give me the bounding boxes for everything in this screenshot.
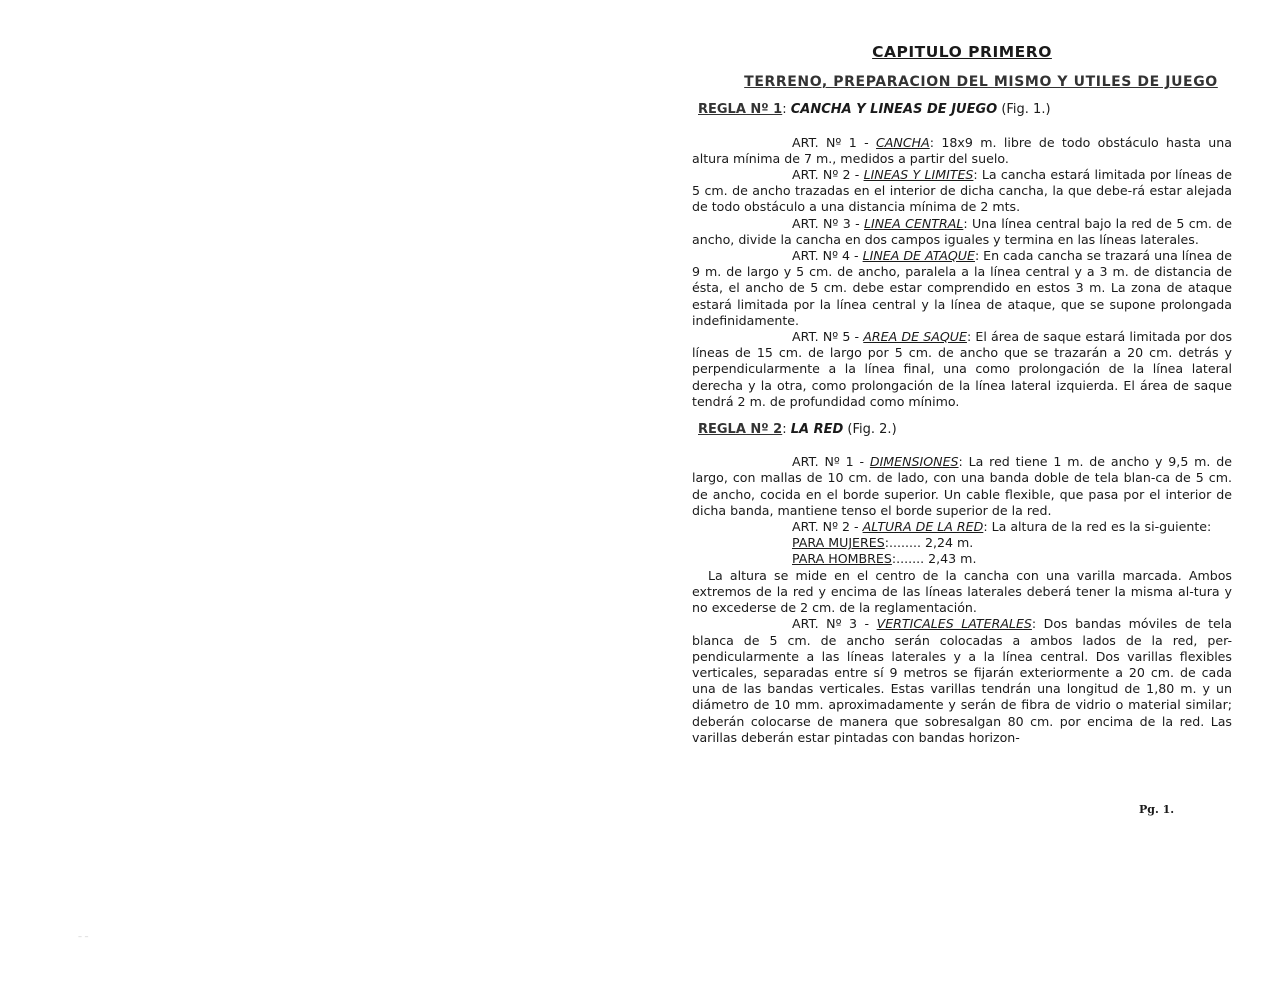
article-heading: AREA DE SAQUE xyxy=(863,329,967,345)
article-text: : El área de saque estará limitada por dos líneas de 15 cm. de largo por 5 cm. de ancho que se trazarán a 20 cm. detrás y perpendicularmente a la línea final, una como prolongación de la línea lateral derecha y la otra, como prolongación de la línea lateral izquierda. El área de saque tendrá 2 m. de profundidad como mínimo. xyxy=(692,329,1233,409)
article-heading: DIMENSIONES xyxy=(869,454,959,470)
regla-1-separator: : xyxy=(782,102,791,118)
article-heading: LINEA CENTRAL xyxy=(864,215,964,231)
regla-2-number: REGLA Nº 2 xyxy=(698,422,783,438)
regla-2-separator: : xyxy=(782,422,791,438)
regla-2-title: LA RED xyxy=(790,422,844,438)
scan-artifact: – – xyxy=(78,932,89,941)
article-text: : La cancha estará limitada por líneas de 5 cm. de ancho trazadas en el interior de dicha cancha, la que debe-rá estar alejada de todo obstáculo a una distancia mínima de 2 mts. xyxy=(692,167,1232,215)
article-text: : En cada cancha se trazará una línea de 9 m. de largo y 5 cm. de ancho, paralela a la línea central y a 3 m. de distancia de ésta, el ancho de 5 cm. debe estar comprendido en estos 3 m. La zona de ataque estará limitada por la línea central y la línea de ataque, que se supone prolongada indefinidamente. xyxy=(692,248,1233,328)
article-prefix: ART. Nº 2 - xyxy=(792,519,863,535)
article-1-3 xyxy=(692,216,1232,248)
article-heading: VERTICALES LATERALES xyxy=(876,616,1032,632)
measure-value: :....... 2,43 m. xyxy=(891,551,977,567)
article-heading: ALTURA DE LA RED xyxy=(862,519,984,535)
regla-1-figure-ref: (Fig. 1.) xyxy=(997,102,1051,118)
article-prefix: ART. Nº 5 - xyxy=(792,329,864,345)
page-number: Pg. 1. xyxy=(1139,803,1175,816)
net-height-men xyxy=(792,551,1232,567)
measure-label: PARA MUJERES xyxy=(792,535,885,551)
article-text: : La red tiene 1 m. de ancho y 9,5 m. de largo, con mallas de 10 cm. de lado, con una banda doble de tela blan-ca de 5 cm. de ancho, cocida en el borde superior. Un cable flexible, que pasa por el interior de dicha banda, mantiene tenso el borde superior de la red. xyxy=(692,454,1232,518)
regla-1-heading xyxy=(698,102,1232,118)
document-page xyxy=(692,40,1232,746)
article-prefix: ART. Nº 1 - xyxy=(792,454,870,470)
section-title: TERRENO, PREPARACION DEL MISMO Y UTILES DE JUEGO xyxy=(744,74,1218,91)
article-heading: LINEA DE ATAQUE xyxy=(862,248,975,264)
article-prefix: ART. Nº 3 - xyxy=(792,215,864,231)
measure-label: PARA HOMBRES xyxy=(792,551,892,567)
regla-1-title: CANCHA Y LINEAS DE JUEGO xyxy=(790,102,998,118)
article-heading: LINEAS Y LIMITES xyxy=(863,167,974,183)
net-height-women xyxy=(792,535,1232,551)
article-1-2 xyxy=(692,167,1232,216)
article-2-3 xyxy=(692,616,1232,746)
article-prefix: ART. Nº 1 - xyxy=(792,134,877,150)
regla-2-heading xyxy=(698,422,1232,438)
article-prefix: ART. Nº 3 - xyxy=(792,616,877,632)
article-1-5 xyxy=(692,329,1232,410)
article-2-2 xyxy=(692,519,1232,535)
article-1-4 xyxy=(692,248,1232,329)
article-1-1 xyxy=(692,135,1232,167)
regla-1-number: REGLA Nº 1 xyxy=(698,102,783,118)
measure-value: :........ 2,24 m. xyxy=(884,535,974,551)
article-text: : Una línea central bajo la red de 5 cm. de ancho, divide la cancha en dos campos iguales y termina en las líneas laterales. xyxy=(692,215,1232,247)
net-height-note: La altura se mide en el centro de la cancha con una varilla marcada. Ambos extremos de la red y encima de las líneas laterales deberá tener la misma al-tura y no excederse de 2 cm. de la reglamentación. xyxy=(692,567,1232,616)
regla-2-figure-ref: (Fig. 2.) xyxy=(843,422,897,438)
article-text: : Dos bandas móviles de tela blanca de 5 cm. de ancho serán colocadas a ambos lados de la red, per-pendicularmente a las líneas laterales y a la línea central. Dos varillas flexibles verticales, separadas entre sí 9 metros se fijarán exteriormente a 20 cm. de cada una de las bandas verticales. Estas varillas tendrán una longitud de 1,80 m. y un diámetro de 10 mm. aproximadamente y serán de fibra de vidrio o material similar; deberán colocarse de manera que sobresalgan 80 cm. por encima de la red. Las varillas deberán estar pintadas con bandas horizon- xyxy=(692,616,1232,745)
article-2-1 xyxy=(692,454,1232,519)
article-prefix: ART. Nº 2 - xyxy=(792,167,864,183)
article-text: : La altura de la red es la si-guiente: xyxy=(983,519,1212,535)
article-text: : 18x9 m. libre de todo obstáculo hasta una altura mínima de 7 m., medidos a partir del suelo. xyxy=(692,134,1232,166)
article-prefix: ART. Nº 4 - xyxy=(792,248,863,264)
article-heading: CANCHA xyxy=(876,134,930,150)
chapter-title: CAPITULO PRIMERO xyxy=(872,43,1052,61)
